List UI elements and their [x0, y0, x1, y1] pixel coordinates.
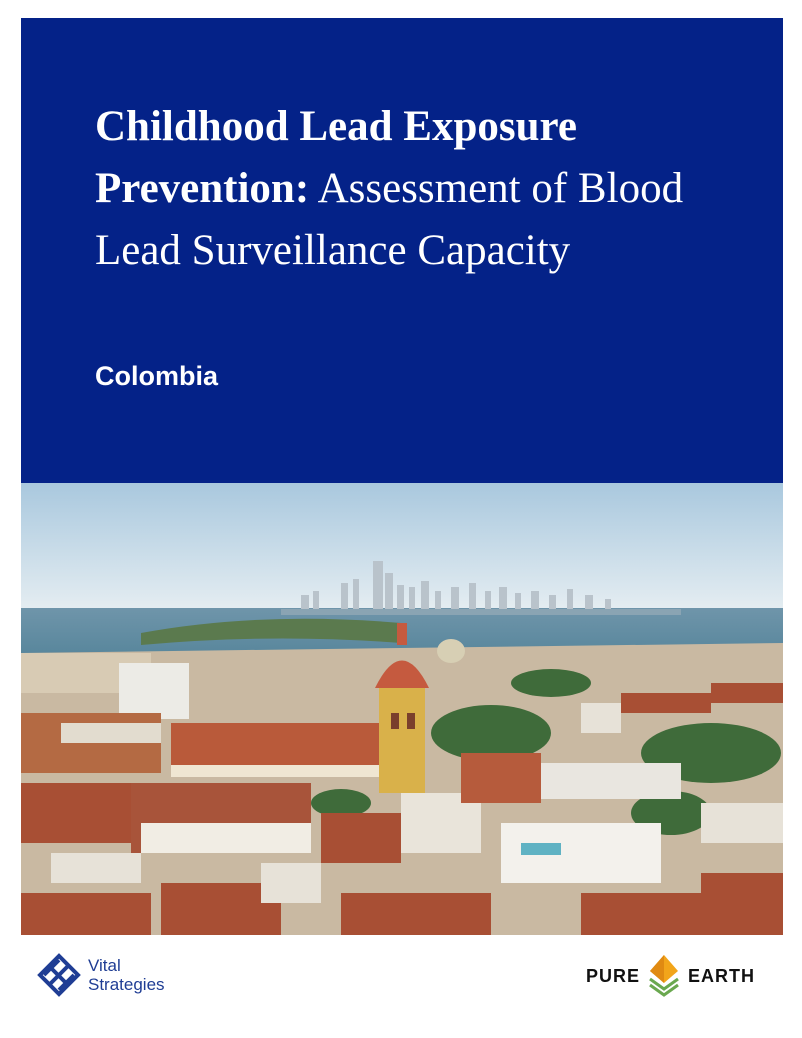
vital-strategies-icon — [36, 952, 82, 998]
vital-strategies-logo — [36, 950, 165, 1000]
earth-word: EARTH — [688, 965, 756, 986]
pure-earth-icon — [646, 953, 682, 999]
report-title — [95, 96, 695, 282]
report-title-regular: Assessment of Blood Lead Surveillance Capacity — [95, 165, 684, 274]
title-band — [21, 18, 783, 483]
pure-word: PURE — [586, 965, 641, 986]
pure-earth-logo — [586, 952, 755, 1000]
strategies-word: Strategies — [88, 975, 165, 994]
vital-word: Vital — [88, 956, 121, 975]
country-name: Colombia — [95, 361, 219, 391]
city-photo — [21, 483, 783, 935]
report-title-bold: Childhood Lead Exposure Prevention: — [95, 103, 577, 212]
vital-strategies-wordmark — [88, 956, 165, 994]
